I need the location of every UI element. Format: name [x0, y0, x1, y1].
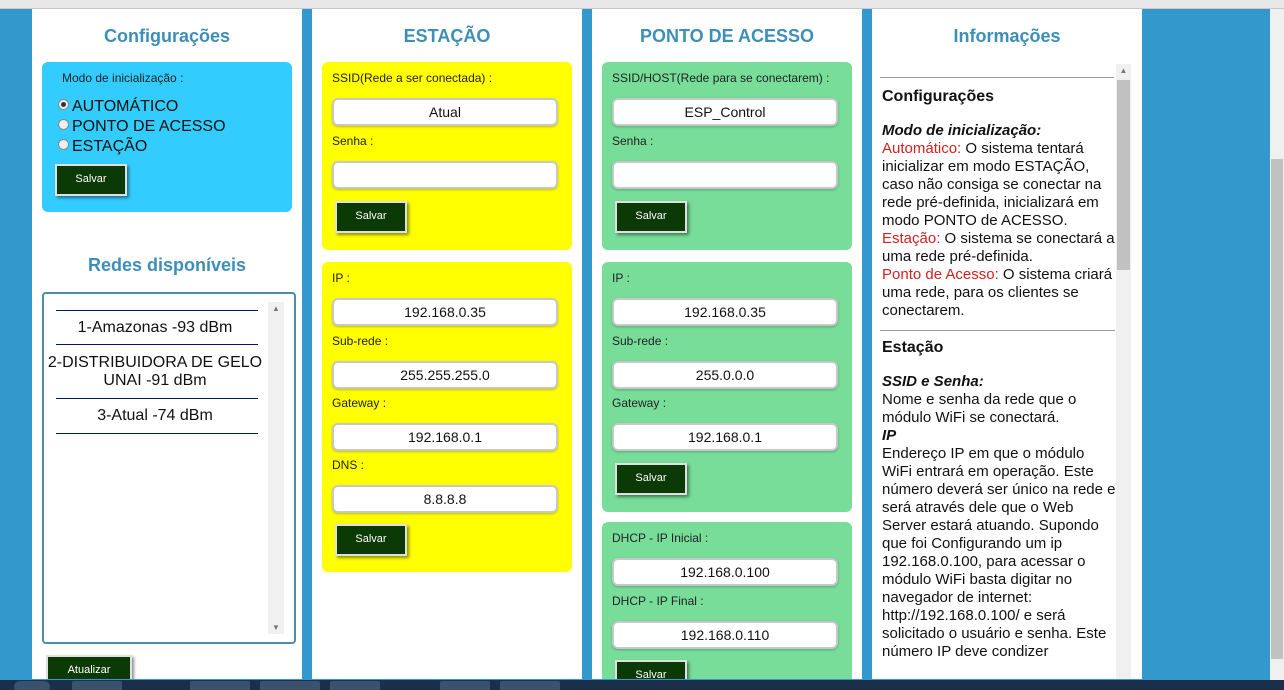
- ap-password-label: Senha :: [612, 134, 654, 148]
- info-ssid-heading: SSID e Senha:: [882, 373, 984, 390]
- taskbar-app[interactable]: [500, 681, 560, 690]
- dhcp-end-input[interactable]: 192.168.0.110: [612, 621, 838, 649]
- list-divider: [56, 344, 258, 345]
- dhcp-start-input[interactable]: 192.168.0.100: [612, 558, 838, 586]
- scroll-up-icon[interactable]: ▲: [272, 304, 280, 313]
- ap-ip-save-button[interactable]: Salvar: [615, 463, 687, 495]
- page-scrollbar[interactable]: [1270, 9, 1284, 680]
- info-auto-paragraph: Automático: O sistema tentará inicializar em modo ESTAÇÃO, caso não consiga se conectar na rede pré-definida, inicializará em modo PONTO de ACESSO.: [882, 140, 1102, 229]
- station-wifi-panel: [322, 62, 572, 250]
- networks-title: Redes disponíveis: [87, 255, 247, 275]
- taskbar-app[interactable]: [440, 681, 490, 690]
- list-divider: [56, 398, 258, 399]
- info-ip-heading: IP: [882, 427, 897, 444]
- ap-ssid-input[interactable]: ESP_Control: [612, 98, 838, 126]
- taskbar-app[interactable]: [330, 681, 380, 690]
- ap-ip-panel: [602, 262, 852, 512]
- info-divider: [880, 330, 1115, 331]
- station-subnet-input[interactable]: 255.255.255.0: [332, 361, 558, 389]
- info-title: Informações: [953, 26, 1061, 46]
- station-title: ESTAÇÃO: [403, 26, 491, 46]
- radio-automatic[interactable]: AUTOMÁTICO: [58, 98, 178, 118]
- info-top-divider: [880, 77, 1114, 78]
- scroll-up-icon[interactable]: ▲: [1119, 66, 1128, 75]
- info-ssid-text: Nome e senha da rede que o módulo WiFi se conectará.: [882, 391, 1077, 426]
- station-gateway-input[interactable]: 192.168.0.1: [332, 423, 558, 451]
- list-item[interactable]: 2-DISTRIBUIDORA DE GELO UNAI -91 dBm: [47, 354, 263, 389]
- start-button[interactable]: [14, 681, 50, 690]
- taskbar-app[interactable]: [190, 681, 250, 690]
- station-ip-input[interactable]: 192.168.0.35: [332, 298, 558, 326]
- refresh-button[interactable]: Atualizar: [46, 655, 132, 679]
- scroll-thumb[interactable]: [1117, 80, 1130, 270]
- station-subnet-label: Sub-rede :: [332, 334, 389, 348]
- dhcp-end-label: DHCP - IP Final :: [612, 594, 704, 608]
- ap-dhcp-panel: [602, 522, 852, 679]
- config-save-button[interactable]: Salvar: [55, 164, 127, 196]
- list-item[interactable]: 1-Amazonas -93 dBm: [77, 319, 233, 336]
- station-ip-panel: [322, 262, 572, 572]
- station-password-input[interactable]: [332, 161, 558, 189]
- station-ip-save-button[interactable]: Salvar: [335, 524, 407, 556]
- info-station-paragraph: Estação: O sistema se conectará a uma rede pré-definida.: [882, 230, 1115, 265]
- list-divider: [56, 310, 258, 311]
- browser-bookmarks-bar: [0, 0, 1284, 9]
- dhcp-start-label: DHCP - IP Inicial :: [612, 531, 709, 545]
- radio-station[interactable]: ESTAÇÃO: [58, 138, 147, 158]
- info-mode-heading: Modo de inicialização:: [882, 122, 1042, 139]
- ap-save-button[interactable]: Salvar: [615, 201, 687, 233]
- station-gateway-label: Gateway :: [332, 396, 387, 410]
- ap-ssid-label: SSID/HOST(Rede para se conectarem) :: [612, 71, 830, 85]
- info-station-heading: Estação: [882, 339, 944, 356]
- ap-gateway-label: Gateway :: [612, 396, 667, 410]
- station-dns-input[interactable]: 8.8.8.8: [332, 485, 558, 513]
- info-ap-paragraph: Ponto de Acesso: O sistema criará uma rede, para os clientes se conectarem.: [882, 266, 1113, 319]
- info-content: [882, 88, 1118, 661]
- networks-scrollbar[interactable]: [268, 302, 284, 634]
- ap-subnet-input[interactable]: 255.0.0.0: [612, 361, 838, 389]
- station-column: [312, 9, 582, 679]
- os-taskbar: [0, 680, 1284, 690]
- station-save-button[interactable]: Salvar: [335, 201, 407, 233]
- page-scroll-thumb[interactable]: [1271, 159, 1283, 659]
- ap-gateway-input[interactable]: 192.168.0.1: [612, 423, 838, 451]
- ap-title: PONTO DE ACESSO: [639, 26, 815, 46]
- station-password-label: Senha :: [332, 134, 374, 148]
- taskbar-app[interactable]: [260, 681, 320, 690]
- ap-password-input[interactable]: [612, 161, 838, 189]
- info-scrollbar[interactable]: [1116, 64, 1131, 679]
- radio-access-point[interactable]: PONTO DE ACESSO: [58, 118, 226, 138]
- station-ssid-input[interactable]: Atual: [332, 98, 558, 126]
- info-ip-text: Endereço IP em que o módulo WiFi entrará em operação. Este número deverá ser único na rede e será através dele que o Web Server estará atuando. Supondo que foi Configurando um ip 192.168.0.100, para acessar o módulo WiFi basta digitar no navegador de internet: http://192.168.0.100/ e será solicitado o usuário e senha. Este número IP deve condizer: [882, 445, 1116, 660]
- ap-wifi-panel: [602, 62, 852, 250]
- config-panel: [42, 62, 292, 212]
- list-item[interactable]: 3-Atual -74 dBm: [97, 407, 213, 424]
- station-dns-label: DNS :: [332, 458, 365, 472]
- ap-ip-label: IP :: [612, 271, 630, 285]
- mode-label: Modo de inicialização :: [62, 71, 184, 85]
- scroll-down-icon[interactable]: ▼: [272, 623, 280, 632]
- info-config-heading: Configurações: [882, 88, 995, 105]
- info-auto-term: Automático:: [882, 140, 962, 157]
- radio-checked-icon: [58, 99, 69, 110]
- ap-ip-input[interactable]: 192.168.0.35: [612, 298, 838, 326]
- station-ssid-label: SSID(Rede a ser conectada) :: [332, 71, 493, 85]
- list-divider: [56, 433, 258, 434]
- config-column: [32, 9, 302, 679]
- radio-icon: [58, 119, 69, 130]
- radio-icon: [58, 139, 69, 150]
- station-ip-label: IP :: [332, 271, 350, 285]
- taskbar-app[interactable]: [72, 681, 122, 690]
- info-station-term: Estação:: [882, 230, 941, 247]
- config-title: Configurações: [103, 26, 231, 46]
- ap-subnet-label: Sub-rede :: [612, 334, 669, 348]
- dhcp-save-button[interactable]: Salvar: [615, 660, 687, 679]
- info-ap-term: Ponto de Acesso:: [882, 266, 999, 283]
- networks-list[interactable]: [42, 292, 296, 644]
- ap-column: [592, 9, 862, 679]
